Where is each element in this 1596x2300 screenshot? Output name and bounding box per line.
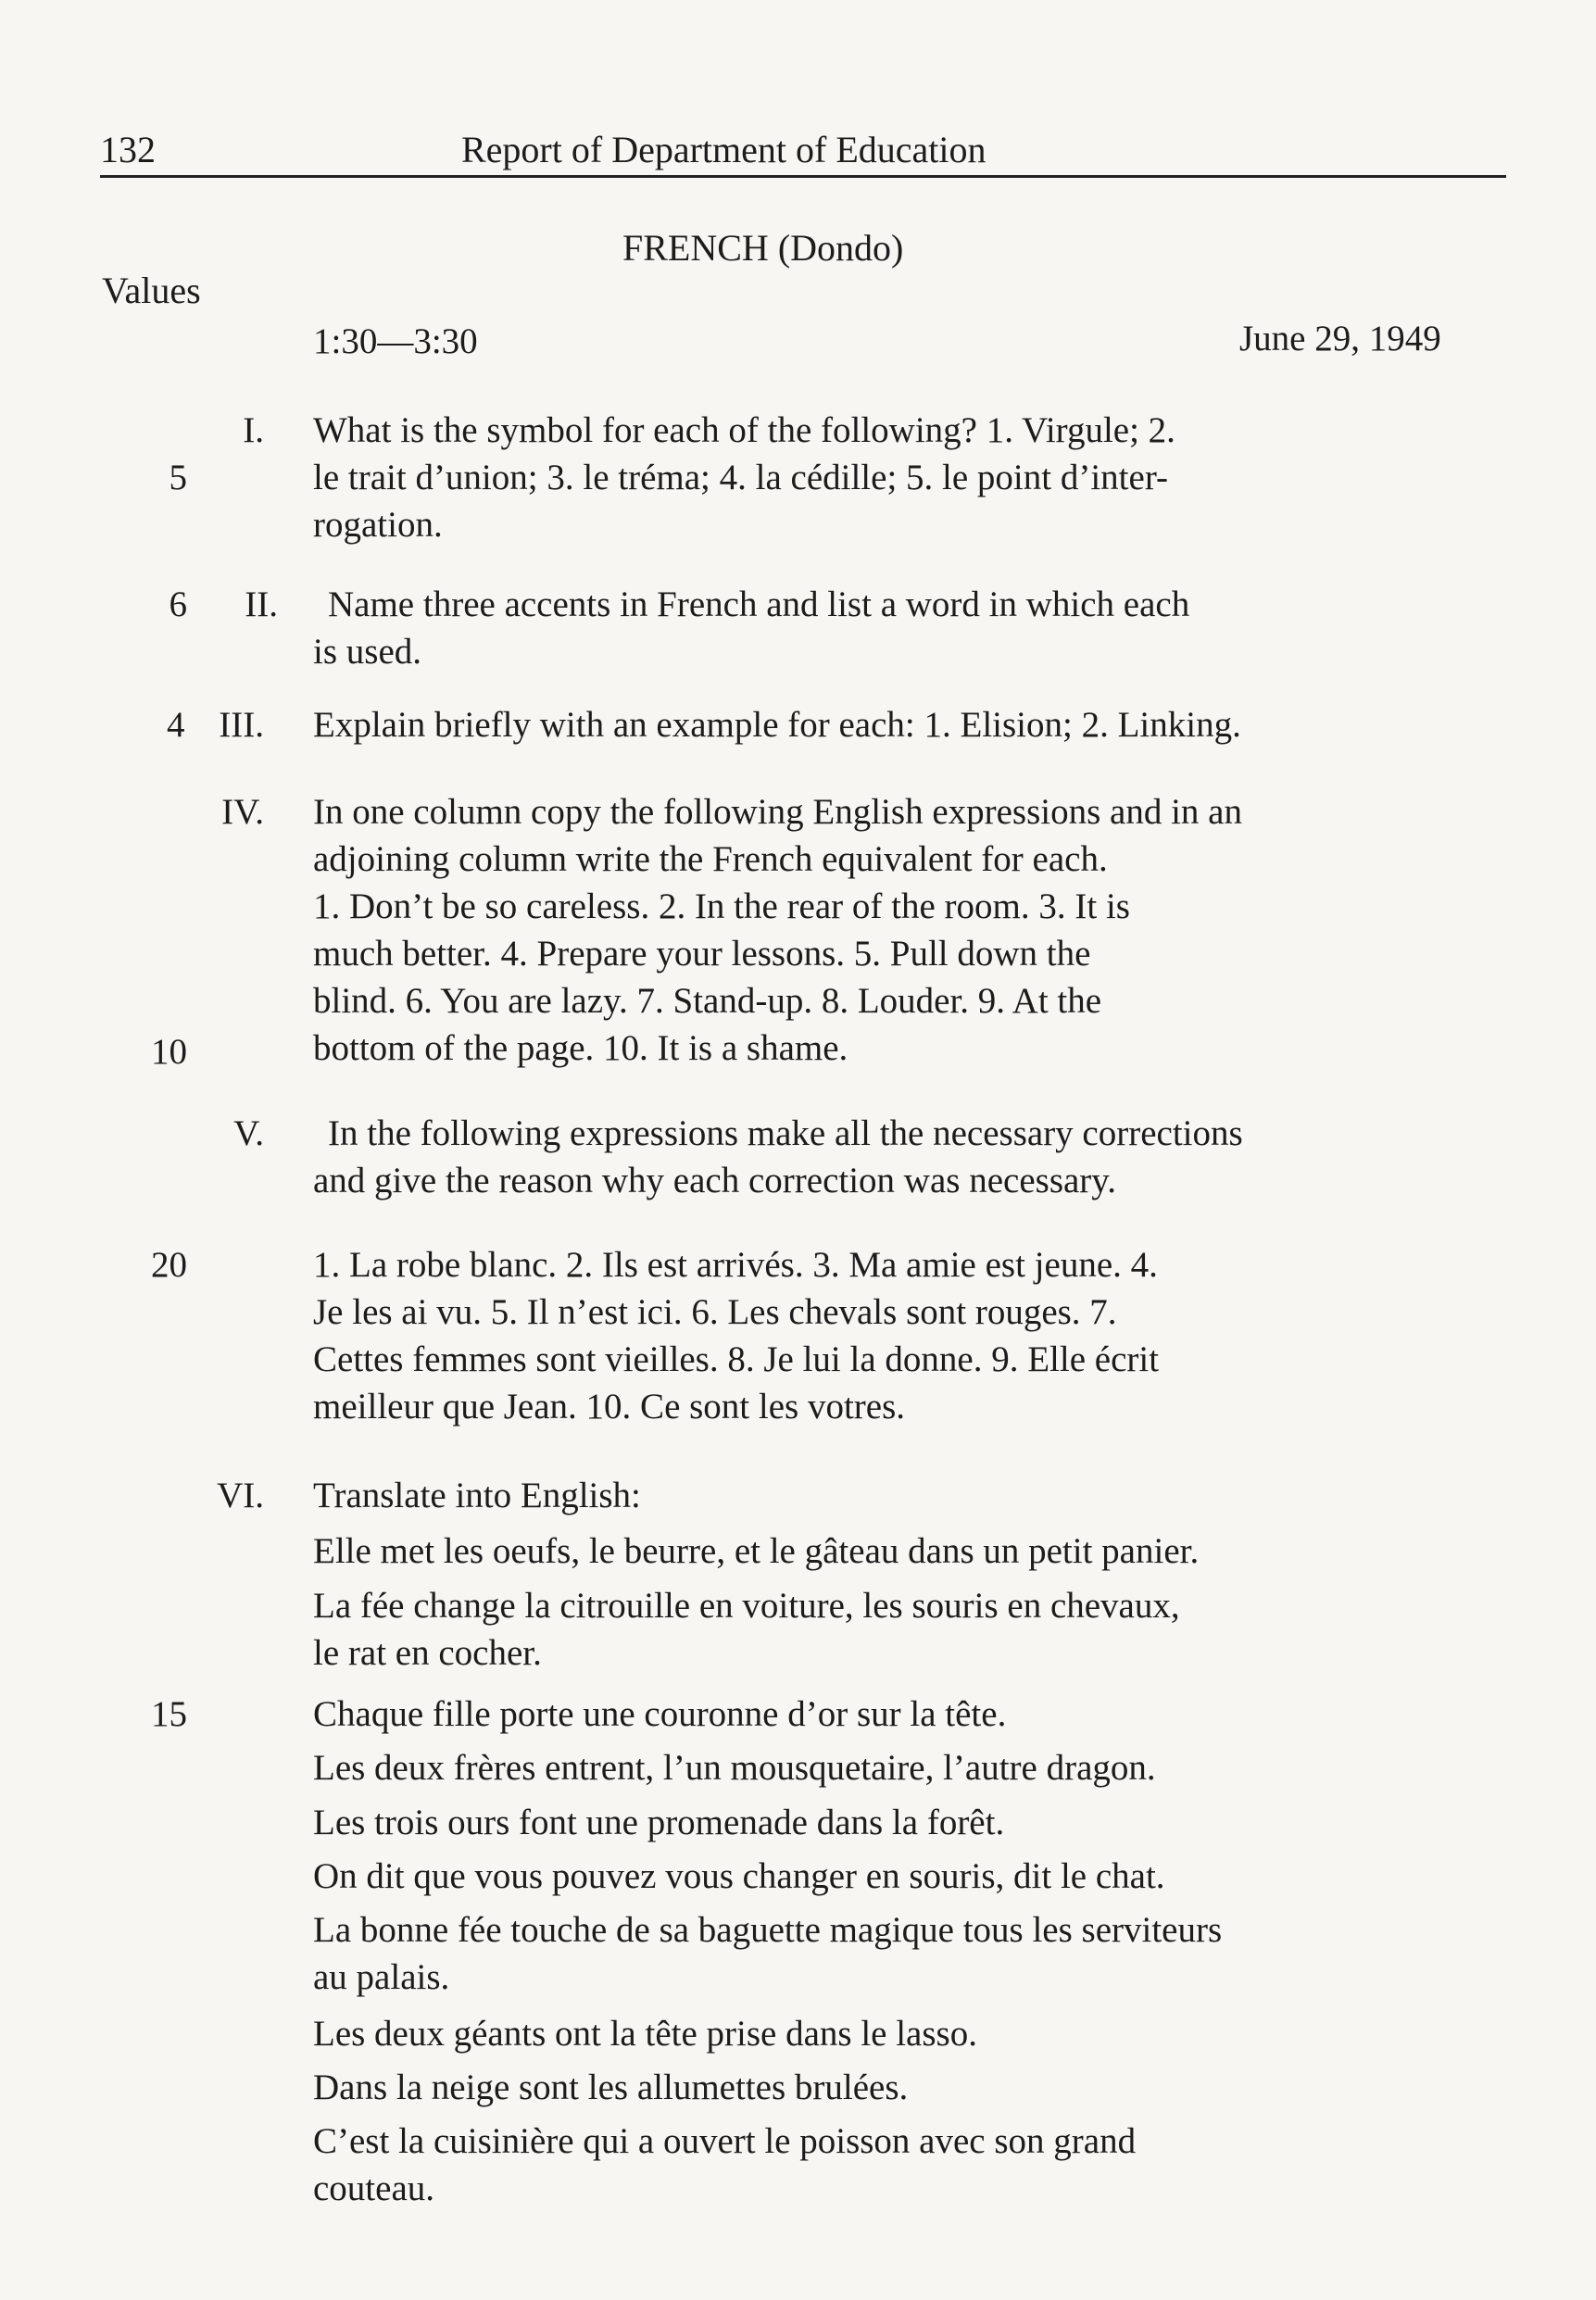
running-title: Report of Department of Education [461, 129, 987, 170]
text-line: le trait d’union; 3. le tréma; 4. la cédille; 5. le point d’inter- [313, 458, 1169, 497]
text-line: 1. Don’t be so careless. 2. In the rear of the room. 3. It is [313, 886, 1130, 926]
question-numeral: II. [245, 584, 278, 624]
question-numeral: IV. [221, 792, 264, 832]
translation-sentence [313, 2010, 1503, 2057]
text-line: Explain briefly with an example for each: 1. Elision; 2. Linking. [313, 705, 1241, 745]
text-line: Cettes femmes sont vieilles. 8. Je lui la donne. 9. Elle écrit [313, 1339, 1160, 1379]
text-line: rogation. [313, 505, 443, 545]
question-value: 6 [169, 584, 187, 624]
question-text [313, 1110, 1503, 1204]
exam-title: FRENCH (Dondo) [622, 227, 904, 269]
question-text [313, 701, 1503, 748]
text-line: couteau. [313, 2168, 435, 2208]
exam-time: 1:30—3:30 [313, 321, 478, 361]
text-line: C’est la cuisinière qui a ouvert le poisson avec son grand [313, 2121, 1137, 2161]
question-text [313, 581, 1503, 675]
text-line: Les deux frères entrent, l’un mousquetaire, l’autre dragon. [313, 1748, 1156, 1788]
text-line: Les trois ours font une promenade dans la forêt. [313, 1803, 1005, 1842]
translation-sentence [313, 1744, 1503, 1791]
text-line: Je les ai vu. 5. Il n’est ici. 6. Les chevals sont rouges. 7. [313, 1292, 1117, 1332]
text-line: On dit que vous pouvez vous changer en souris, dit le chat. [313, 1856, 1165, 1896]
translation-sentence [313, 1906, 1503, 2001]
text-line: La fée change la citrouille en voiture, les souris en chevaux, [313, 1586, 1180, 1626]
translation-sentence [313, 1690, 1503, 1738]
text-line: Chaque fille porte une couronne d’or sur la tête. [313, 1694, 1007, 1734]
question-numeral: VI. [217, 1476, 264, 1515]
text-line: blind. 6. You are lazy. 7. Stand-up. 8. Louder. 9. At the [313, 981, 1102, 1021]
text-line: Les deux géants ont la tête prise dans le lasso. [313, 2014, 977, 2054]
text-line: is used. [313, 632, 421, 672]
question-value: 4 [167, 705, 185, 745]
question-text [313, 1472, 1503, 1519]
translation-sentence [313, 1527, 1503, 1575]
translation-sentence [313, 1853, 1503, 1900]
question-value: 20 [151, 1245, 187, 1285]
text-line: au palais. [313, 1957, 450, 1997]
text-line: le rat en cocher. [313, 1633, 542, 1673]
header-rule [100, 175, 1506, 178]
question-value: 10 [151, 1032, 187, 1072]
text-line: What is the symbol for each of the following? 1. Virgule; 2. [313, 410, 1175, 450]
translation-sentence [313, 2064, 1503, 2111]
exam-date: June 29, 1949 [1239, 319, 1441, 358]
question-value: 15 [151, 1694, 187, 1734]
question-numeral: V. [233, 1113, 264, 1153]
question-value: 5 [169, 458, 187, 497]
page-number: 132 [100, 129, 156, 170]
text-line: bottom of the page. 10. It is a shame. [313, 1028, 848, 1068]
text-line: and give the reason why each correction was necessary. [313, 1161, 1117, 1200]
question-numeral: I. [243, 410, 264, 450]
translate-intro: Translate into English: [313, 1476, 641, 1515]
text-line: In the following expressions make all the necessary corrections [328, 1113, 1243, 1153]
question-text [313, 788, 1503, 1072]
text-line: In one column copy the following English expressions and in an [313, 792, 1242, 832]
correction-items [313, 1241, 1503, 1430]
text-line: meilleur que Jean. 10. Ce sont les votres. [313, 1387, 906, 1427]
text-line: La bonne fée touche de sa baguette magique tous les serviteurs [313, 1910, 1223, 1950]
text-line: much better. 4. Prepare your lessons. 5. Pull down the [313, 934, 1091, 974]
question-text [313, 407, 1503, 548]
translation-sentence [313, 1582, 1503, 1677]
translation-sentence [313, 2118, 1503, 2212]
text-line: 1. La robe blanc. 2. Ils est arrivés. 3. Ma amie est jeune. 4. [313, 1245, 1158, 1285]
values-label: Values [102, 270, 201, 311]
text-line: Elle met les oeufs, le beurre, et le gâteau dans un petit panier. [313, 1531, 1200, 1571]
text-line: Dans la neige sont les allumettes brulées. [313, 2067, 909, 2107]
text-line: adjoining column write the French equivalent for each. [313, 839, 1108, 879]
question-numeral: III. [219, 705, 264, 745]
text-line: Name three accents in French and list a word in which each [328, 584, 1190, 624]
translation-sentence [313, 1799, 1503, 1846]
